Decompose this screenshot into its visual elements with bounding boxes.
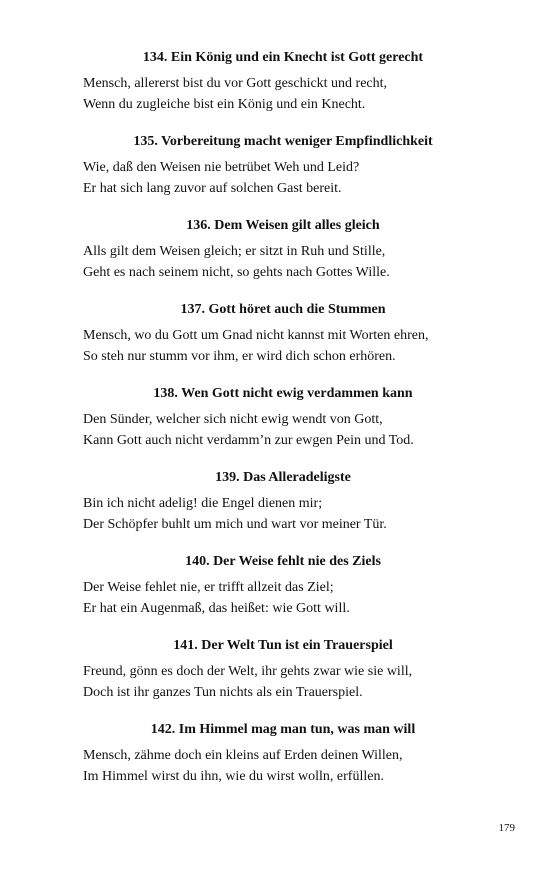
poem-140 bbox=[83, 551, 483, 635]
poem-title: 141. Der Welt Tun ist ein Trauerspiel bbox=[173, 638, 393, 653]
poem-line: Doch ist ihr ganzes Tun nichts als ein Trauerspiel. bbox=[83, 685, 363, 700]
poem-line: Wie, daß den Weisen nie betrübet Weh und Leid? bbox=[83, 160, 360, 175]
poem-line: Geht es nach seinem nicht, so gehts nach Gottes Wille. bbox=[83, 265, 390, 280]
poem-142 bbox=[83, 719, 483, 803]
poem-138 bbox=[83, 383, 483, 467]
poem-141 bbox=[83, 635, 483, 719]
poem-title: 135. Vorbereitung macht weniger Empfindlichkeit bbox=[133, 134, 433, 149]
poem-136 bbox=[83, 215, 483, 299]
poem-line: Mensch, zähme doch ein kleins auf Erden deinen Willen, bbox=[83, 748, 403, 763]
poem-line: Im Himmel wirst du ihn, wie du wirst wolln, erfüllen. bbox=[83, 769, 384, 784]
poem-title: 142. Im Himmel mag man tun, was man will bbox=[150, 722, 416, 737]
poem-line: Mensch, allererst bist du vor Gott geschickt und recht, bbox=[83, 76, 388, 91]
poem-title: 140. Der Weise fehlt nie des Ziels bbox=[185, 554, 381, 569]
poem-135 bbox=[83, 131, 483, 215]
poem-line: Er hat ein Augenmaß, das heißet: wie Gott will. bbox=[83, 601, 350, 616]
poem-title: 137. Gott höret auch die Stummen bbox=[180, 302, 386, 317]
poem-line: Der Schöpfer buhlt um mich und wart vor meiner Tür. bbox=[83, 517, 387, 532]
poem-line: Wenn du zugleiche bist ein König und ein Knecht. bbox=[83, 97, 366, 112]
poem-line: Bin ich nicht adelig! die Engel dienen mir; bbox=[83, 496, 323, 511]
poem-line: Den Sünder, welcher sich nicht ewig wendt von Gott, bbox=[83, 412, 383, 427]
poem-137 bbox=[83, 299, 483, 383]
poem-139 bbox=[83, 467, 483, 551]
poem-line: Der Weise fehlet nie, er trifft allzeit das Ziel; bbox=[83, 580, 334, 595]
poem-list bbox=[83, 47, 483, 803]
poem-line: So steh nur stumm vor ihm, er wird dich schon erhören. bbox=[83, 349, 396, 364]
page-number: 179 bbox=[498, 822, 515, 834]
poem-title: 139. Das Alleradeligste bbox=[215, 470, 351, 485]
poem-line: Freund, gönn es doch der Welt, ihr gehts zwar wie sie will, bbox=[83, 664, 413, 679]
poem-line: Er hat sich lang zuvor auf solchen Gast bereit. bbox=[83, 181, 342, 196]
poem-title: 134. Ein König und ein Knecht ist Gott gerecht bbox=[142, 50, 424, 65]
poem-title: 138. Wen Gott nicht ewig verdammen kann bbox=[153, 386, 413, 401]
poem-134 bbox=[83, 47, 483, 131]
poem-line: Mensch, wo du Gott um Gnad nicht kannst mit Worten ehren, bbox=[83, 328, 429, 343]
poem-line: Kann Gott auch nicht verdamm’n zur ewgen Pein und Tod. bbox=[83, 433, 414, 448]
poem-line: Alls gilt dem Weisen gleich; er sitzt in Ruh und Stille, bbox=[83, 244, 386, 259]
poem-title: 136. Dem Weisen gilt alles gleich bbox=[186, 218, 380, 233]
